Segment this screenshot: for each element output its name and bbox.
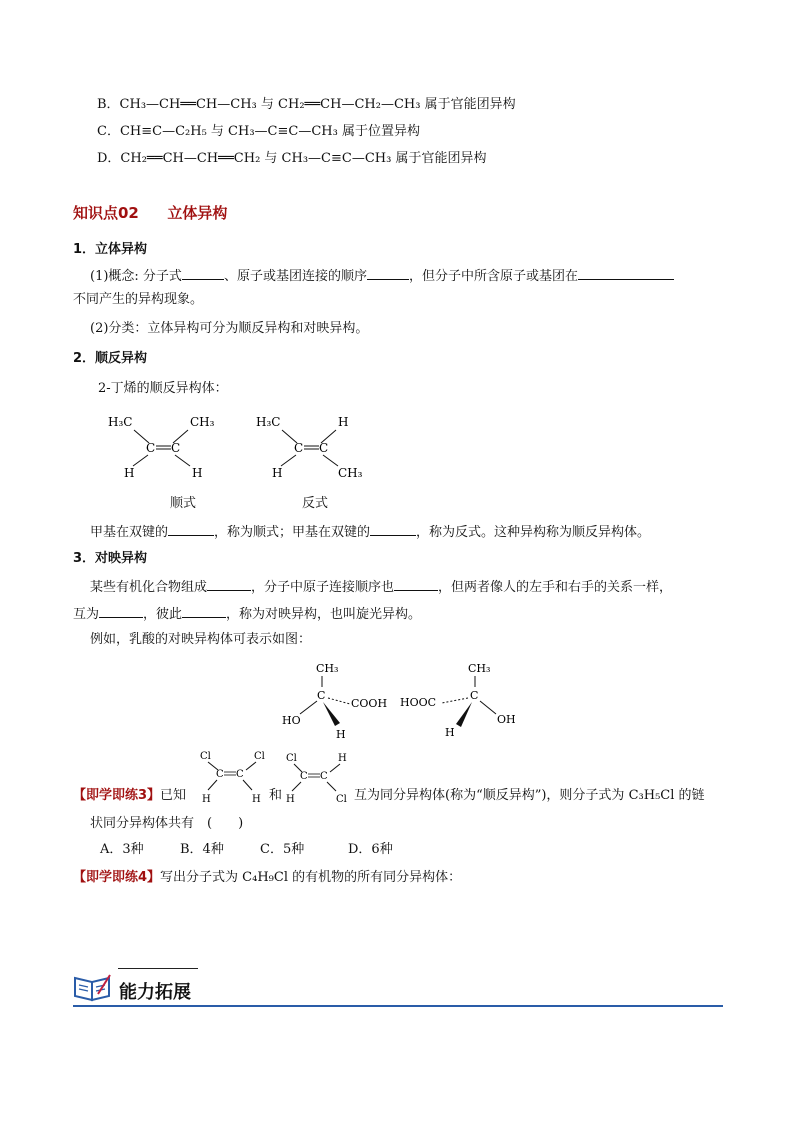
dashed-bond — [328, 698, 350, 704]
desc-text-b: ，称为顺式；甲基在双键的 — [214, 525, 371, 540]
bond — [327, 782, 336, 791]
cis-c2: C — [171, 441, 181, 455]
trans-label: 反式 — [302, 496, 329, 511]
lactic-left-ho: HO — [282, 714, 301, 727]
practice3-line1 — [73, 787, 186, 805]
cis-h3c: H₃C — [108, 415, 133, 429]
bond — [330, 764, 340, 772]
p2-text-c: ，称为对映异构，也叫旋光异构。 — [226, 607, 422, 622]
knowledge-tag: 知识点02 — [73, 204, 139, 222]
option-b[interactable]: B．4种 — [180, 842, 224, 857]
knowledge-title: 立体异构 — [167, 204, 228, 222]
blank — [370, 521, 416, 536]
dashed-bond — [442, 698, 468, 703]
practice3-text-c: 状同分异构体共有 ( ) — [90, 816, 244, 831]
blank — [182, 603, 226, 618]
p1-text-b: ，分子中原子连接顺序也 — [251, 580, 395, 595]
practice4-text: 写出分子式为 C₄H₉Cl 的有机物的所有同分异构体： — [160, 870, 462, 885]
lactic-left-ch3: CH₃ — [316, 662, 339, 675]
trans-ch3: CH₃ — [338, 466, 363, 480]
trans-c1: C — [294, 441, 304, 455]
cis-h2: H — [192, 466, 203, 480]
header-bottom-rule — [73, 1005, 723, 1007]
dce-trans-h2: H — [286, 794, 295, 805]
blank — [207, 576, 251, 591]
cis-label: 顺式 — [170, 496, 197, 511]
dce-trans-c2: C — [320, 771, 328, 782]
dce-cis-cl1: Cl — [200, 751, 211, 762]
p2-text-b: ，彼此 — [143, 607, 183, 622]
practice4-line — [73, 869, 461, 887]
dce-trans-cl: Cl — [286, 753, 297, 764]
header-top-rule — [118, 968, 198, 969]
lactic-right-hooc: HOOC — [400, 696, 437, 709]
cis-h1: H — [124, 466, 135, 480]
lactic-left-h: H — [336, 728, 346, 741]
bond — [246, 762, 256, 770]
bond — [323, 455, 338, 466]
classify-line: (2)分类：立体异构可分为顺反异构和对映异构。 — [90, 321, 369, 336]
dce-cis-cl2: Cl — [254, 751, 265, 762]
lactic-example: 例如，乳酸的对映异构体可表示如图： — [90, 632, 312, 647]
butene-intro: 2-丁烯的顺反异构体： — [98, 381, 228, 396]
option-d: D．CH₂══CH—CH══CH₂ 与 CH₃—C≡C—CH₃ 属于官能团异构 — [97, 151, 487, 166]
lactic-right-c: C — [470, 689, 479, 702]
practice3-tag: 【即学即练3】 — [73, 788, 161, 803]
concept-continue: 不同产生的异构现象。 — [73, 292, 204, 307]
bond — [480, 701, 496, 714]
p1-text-a: 某些有机化合物组成 — [90, 580, 208, 595]
trans-c2: C — [319, 441, 329, 455]
enantiomer-p2 — [73, 603, 421, 624]
butene-structures — [100, 408, 380, 488]
option-c[interactable]: C．5种 — [260, 842, 305, 857]
concept-text-a: (1)概念: 分子式 — [90, 269, 182, 284]
option-a[interactable]: A．3种 — [100, 842, 144, 857]
desc-text-a: 甲基在双键的 — [90, 525, 169, 540]
bond — [292, 782, 301, 791]
p2-text-a: 互为 — [73, 607, 100, 622]
bond — [243, 780, 252, 790]
dce-trans-cl2: Cl — [336, 794, 347, 805]
dce-trans-c1: C — [300, 771, 308, 782]
trans-h: H — [338, 415, 349, 429]
practice3-and: 和 — [269, 788, 283, 803]
bond — [281, 455, 296, 466]
blank — [578, 265, 674, 280]
blank — [394, 576, 438, 591]
blank — [367, 265, 409, 280]
book-icon — [72, 972, 114, 1004]
bond — [133, 455, 148, 466]
ability-section-title: 能力拓展 — [119, 982, 191, 1003]
dce-cis-c2: C — [236, 769, 244, 780]
section-2-title: 2．顺反异构 — [73, 351, 148, 366]
cis-ch3: CH₃ — [190, 415, 215, 429]
section-3-title: 3．对映异构 — [73, 551, 148, 566]
blank — [99, 603, 143, 618]
desc-text-c: ，称为反式。这种异构称为顺反异构体。 — [416, 525, 651, 540]
enantiomer-p1 — [90, 576, 672, 597]
practice3-text-a: 已知 — [160, 788, 187, 803]
blank — [168, 521, 214, 536]
dce-cis-h1: H — [202, 794, 211, 805]
option-c: C．CH≡C—C₂H₅ 与 CH₃—C≡C—CH₃ 属于位置异构 — [97, 124, 420, 139]
option-b: B．CH₃—CH══CH—CH₃ 与 CH₂══CH—CH₂—CH₃ 属于官能团异构 — [97, 97, 516, 112]
blank — [182, 265, 224, 280]
section-1-title: 1．立体异构 — [73, 242, 148, 257]
p1-text-c: ，但两者像人的左手和右手的关系一样， — [438, 580, 673, 595]
practice3-options — [100, 841, 428, 859]
practice4-tag: 【即学即练4】 — [73, 870, 161, 885]
wedge-bond — [456, 702, 472, 727]
dce-cis-h2: H — [252, 794, 261, 805]
practice3-text-b: 互为同分异构体(称为“顺反异构”)，则分子式为 C₃H₅Cl 的链 — [354, 788, 705, 803]
dce-trans-h: H — [338, 753, 347, 764]
dce-cis-c1: C — [216, 769, 224, 780]
lactic-acid-structures — [270, 656, 540, 746]
knowledge-heading — [73, 202, 227, 223]
lactic-right-h: H — [445, 726, 455, 739]
concept-text-b: 、原子或基团连接的顺序 — [223, 269, 367, 284]
bond — [175, 455, 190, 466]
concept-text-c: ，但分子中所含原子或基团在 — [408, 269, 578, 284]
lactic-left-c: C — [317, 689, 326, 702]
bond — [208, 780, 217, 790]
cis-trans-desc — [90, 521, 650, 542]
lactic-right-oh: OH — [497, 713, 516, 726]
option-d[interactable]: D．6种 — [348, 842, 393, 857]
cis-c1: C — [146, 441, 156, 455]
lactic-right-ch3: CH₃ — [468, 662, 491, 675]
wedge-bond — [323, 702, 340, 726]
bond — [300, 701, 317, 714]
lactic-left-cooh: COOH — [351, 697, 388, 710]
trans-h2: H — [272, 466, 283, 480]
concept-line — [90, 265, 674, 286]
trans-h3c: H₃C — [256, 415, 281, 429]
